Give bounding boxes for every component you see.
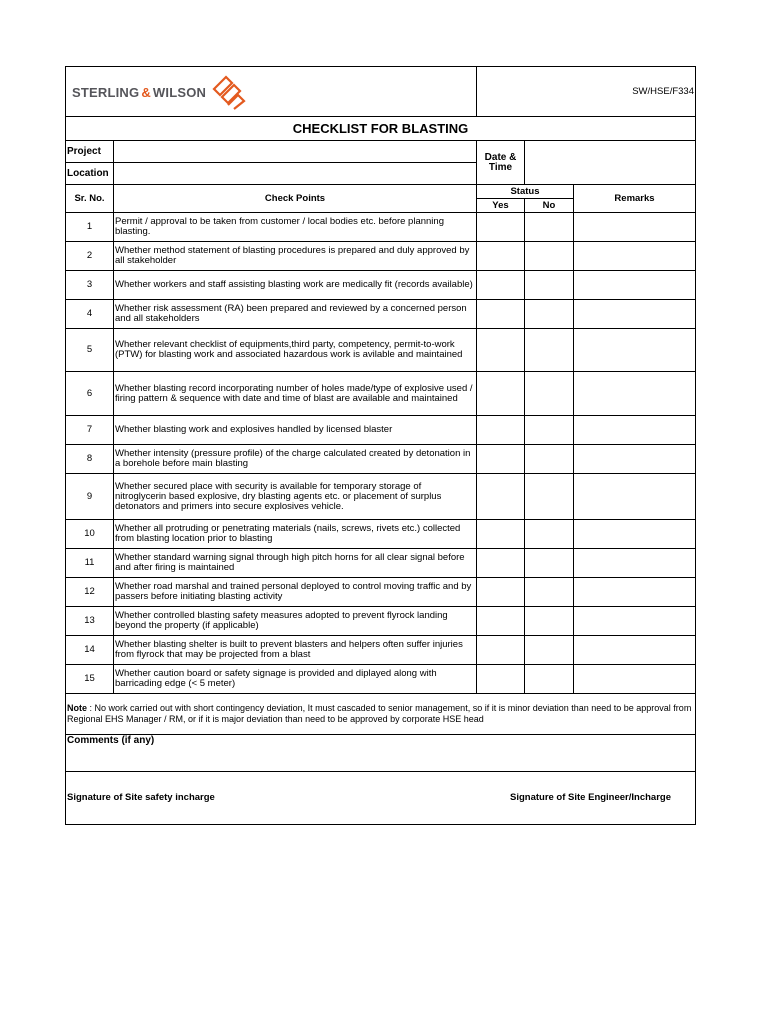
row-status-no[interactable] <box>525 271 574 300</box>
col-check-points: Check Points <box>114 185 477 213</box>
row-remarks[interactable] <box>574 474 696 520</box>
logo-ampersand: & <box>141 85 151 100</box>
row-remarks[interactable] <box>574 242 696 271</box>
row-remarks[interactable] <box>574 665 696 694</box>
checklist-form <box>65 66 695 825</box>
row-check-point: Whether blasting work and explosives handled by licensed blaster <box>114 416 477 445</box>
row-number: 8 <box>66 445 114 474</box>
row-check-point: Whether method statement of blasting procedures is prepared and duly approved by all stakeholder <box>114 242 477 271</box>
row-status-yes[interactable] <box>477 242 525 271</box>
row-number: 9 <box>66 474 114 520</box>
checklist-row <box>66 329 696 372</box>
note-text: : No work carried out with short contingency deviation, It must cascaded to senior management, so if it is minor deviation than need to be approval from Regional EHS Manager / RM, or if it is major deviation than need to be approved by corporate HSE head <box>67 703 692 724</box>
row-status-yes[interactable] <box>477 213 525 242</box>
row-status-yes[interactable] <box>477 665 525 694</box>
row-status-no[interactable] <box>525 372 574 416</box>
row-remarks[interactable] <box>574 636 696 665</box>
col-yes: Yes <box>477 199 525 213</box>
row-check-point: Whether all protruding or penetrating materials (nails, screws, rivets etc.) collected from blasting location prior to blasting <box>114 520 477 549</box>
checklist-row <box>66 578 696 607</box>
checklist-row <box>66 242 696 271</box>
row-status-no[interactable] <box>525 329 574 372</box>
row-remarks[interactable] <box>574 271 696 300</box>
checklist-row <box>66 607 696 636</box>
row-number: 13 <box>66 607 114 636</box>
logo-text-left: STERLING <box>72 85 140 100</box>
row-remarks[interactable] <box>574 520 696 549</box>
row-check-point: Whether risk assessment (RA) been prepared and reviewed by a concerned person and all stakeholders <box>114 300 477 329</box>
row-number: 1 <box>66 213 114 242</box>
col-sr-no: Sr. No. <box>66 185 114 213</box>
row-remarks[interactable] <box>574 300 696 329</box>
company-logo <box>72 75 246 111</box>
row-status-yes[interactable] <box>477 372 525 416</box>
row-status-yes[interactable] <box>477 416 525 445</box>
row-number: 6 <box>66 372 114 416</box>
location-label: Location <box>66 163 114 185</box>
row-check-point: Whether caution board or safety signage is provided and diplayed along with barricading edge (< 5 meter) <box>114 665 477 694</box>
row-check-point: Whether workers and staff assisting blasting work are medically fit (records available) <box>114 271 477 300</box>
row-status-yes[interactable] <box>477 329 525 372</box>
row-remarks[interactable] <box>574 329 696 372</box>
row-check-point: Whether controlled blasting safety measures adopted to prevent flyrock landing beyond the property (if applicable) <box>114 607 477 636</box>
signature-site-engineer: Signature of Site Engineer/Incharge <box>477 772 696 825</box>
row-status-no[interactable] <box>525 549 574 578</box>
row-check-point: Permit / approval to be taken from customer / local bodies etc. before planning blasting. <box>114 213 477 242</box>
form-title: CHECKLIST FOR BLASTING <box>66 117 696 141</box>
note <box>66 694 696 735</box>
row-number: 4 <box>66 300 114 329</box>
row-remarks[interactable] <box>574 607 696 636</box>
checklist-row <box>66 300 696 329</box>
row-status-no[interactable] <box>525 445 574 474</box>
location-field[interactable] <box>114 163 477 185</box>
row-status-yes[interactable] <box>477 549 525 578</box>
row-remarks[interactable] <box>574 372 696 416</box>
logo-text-right: WILSON <box>152 85 207 100</box>
row-status-no[interactable] <box>525 665 574 694</box>
row-status-yes[interactable] <box>477 607 525 636</box>
row-number: 14 <box>66 636 114 665</box>
checklist-row <box>66 474 696 520</box>
row-check-point: Whether secured place with security is available for temporary storage of nitroglycerin based explosive, dry blasting agents etc. or placement of surplus detonators and primers into secure explosives vehicle. <box>114 474 477 520</box>
signature-safety-incharge: Signature of Site safety incharge <box>66 772 477 825</box>
row-status-no[interactable] <box>525 578 574 607</box>
row-status-yes[interactable] <box>477 474 525 520</box>
row-number: 15 <box>66 665 114 694</box>
note-label: Note <box>67 703 87 713</box>
project-label: Project <box>66 141 114 163</box>
row-number: 11 <box>66 549 114 578</box>
form-code: SW/HSE/F334 <box>477 67 696 117</box>
row-number: 10 <box>66 520 114 549</box>
checklist-row <box>66 213 696 242</box>
row-number: 7 <box>66 416 114 445</box>
row-status-yes[interactable] <box>477 300 525 329</box>
col-no: No <box>525 199 574 213</box>
date-time-field[interactable] <box>525 141 696 185</box>
row-number: 12 <box>66 578 114 607</box>
checklist-row <box>66 271 696 300</box>
row-status-yes[interactable] <box>477 636 525 665</box>
checklist-row <box>66 416 696 445</box>
row-number: 5 <box>66 329 114 372</box>
date-time-label: Date & Time <box>477 141 525 185</box>
row-remarks[interactable] <box>574 416 696 445</box>
checklist-row <box>66 372 696 416</box>
row-status-yes[interactable] <box>477 445 525 474</box>
row-number: 2 <box>66 242 114 271</box>
row-status-no[interactable] <box>525 636 574 665</box>
row-check-point: Whether blasting record incorporating number of holes made/type of explosive used / firing pattern & sequence with date and time of blast are available and maintained <box>114 372 477 416</box>
row-status-no[interactable] <box>525 242 574 271</box>
row-check-point: Whether relevant checklist of equipments,third party, competency, permit-to-work (PTW) for blasting work and associated hazardous work is avilable and maintained <box>114 329 477 372</box>
row-remarks[interactable] <box>574 213 696 242</box>
row-check-point: Whether intensity (pressure profile) of the charge calculated created by detonation in a borehole before main blasting <box>114 445 477 474</box>
row-check-point: Whether standard warning signal through high pitch horns for all clear signal before and after firing is maintained <box>114 549 477 578</box>
row-status-no[interactable] <box>525 474 574 520</box>
checklist-table <box>65 66 696 825</box>
row-check-point: Whether road marshal and trained personal deployed to control moving traffic and by passers before initiating blasting activity <box>114 578 477 607</box>
row-status-no[interactable] <box>525 300 574 329</box>
row-remarks[interactable] <box>574 445 696 474</box>
row-status-yes[interactable] <box>477 578 525 607</box>
row-status-no[interactable] <box>525 416 574 445</box>
comments-label: Comments (if any) <box>66 735 696 772</box>
row-remarks[interactable] <box>574 578 696 607</box>
row-status-yes[interactable] <box>477 520 525 549</box>
checklist-row <box>66 665 696 694</box>
checklist-row <box>66 636 696 665</box>
logo-mark-icon <box>208 75 246 111</box>
col-status: Status <box>477 185 574 199</box>
row-status-no[interactable] <box>525 213 574 242</box>
row-check-point: Whether blasting shelter is built to prevent blasters and helpers often suffer injuries from flyrock that may be projected from a blast <box>114 636 477 665</box>
checklist-row <box>66 520 696 549</box>
checklist-row <box>66 445 696 474</box>
row-remarks[interactable] <box>574 549 696 578</box>
row-status-yes[interactable] <box>477 271 525 300</box>
checklist-row <box>66 549 696 578</box>
row-status-no[interactable] <box>525 520 574 549</box>
logo-cell <box>66 67 477 117</box>
row-status-no[interactable] <box>525 607 574 636</box>
row-number: 3 <box>66 271 114 300</box>
col-remarks: Remarks <box>574 185 696 213</box>
project-field[interactable] <box>114 141 477 163</box>
